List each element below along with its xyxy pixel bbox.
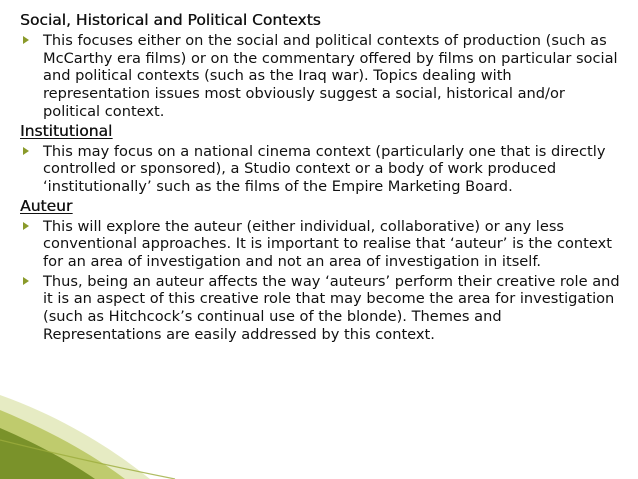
bullet-text: Thus, being an auteur affects the way ‘auteurs’ perform their creative role and it is an aspect of this creative role that may become the area for investigation (such as Hitchcock’s continual use of the blonde). Themes and Representations are easily addressed by this context. [43, 272, 620, 343]
swoosh-dark [0, 428, 95, 479]
bullet-item [20, 32, 625, 121]
section-heading: Social, Historical and Political Contexts [20, 11, 321, 29]
bullet-arrow-icon [23, 277, 29, 285]
swoosh-light [0, 395, 150, 479]
section-heading: Institutional [20, 121, 113, 140]
slide-content [20, 11, 625, 345]
bullet-arrow-icon [23, 222, 29, 230]
section-auteur [20, 197, 625, 344]
bullet-text: This focuses either on the social and political contexts of production (such as McCarthy era films) or on the commentary offered by films on particular social and political contexts (such as the Iraq war). Topics dealing with representation issues most obviously suggest a social, historical and/or political context. [43, 32, 618, 120]
swoosh-mid [0, 410, 125, 479]
swoosh-line [0, 440, 175, 479]
bullet-text: This will explore the auteur (either individual, collaborative) or any less conventional approaches. It is important to realise that ‘auteur’ is the context for an area of investigation and not an area of investigation in itself. [43, 217, 612, 271]
bullet-item [20, 143, 625, 196]
section-heading: Auteur [20, 196, 73, 215]
section-institutional [20, 122, 625, 196]
bullet-item [20, 273, 625, 344]
bullet-arrow-icon [23, 36, 29, 44]
section-social-historical-political [20, 11, 625, 121]
bullet-text: This may focus on a national cinema context (particularly one that is directly controlled or sponsored), a Studio context or a body of work produced ‘institutionally’ such as the films of the Empire Marketing Board. [43, 142, 606, 195]
bullet-item [20, 218, 625, 271]
bullet-arrow-icon [23, 147, 29, 155]
